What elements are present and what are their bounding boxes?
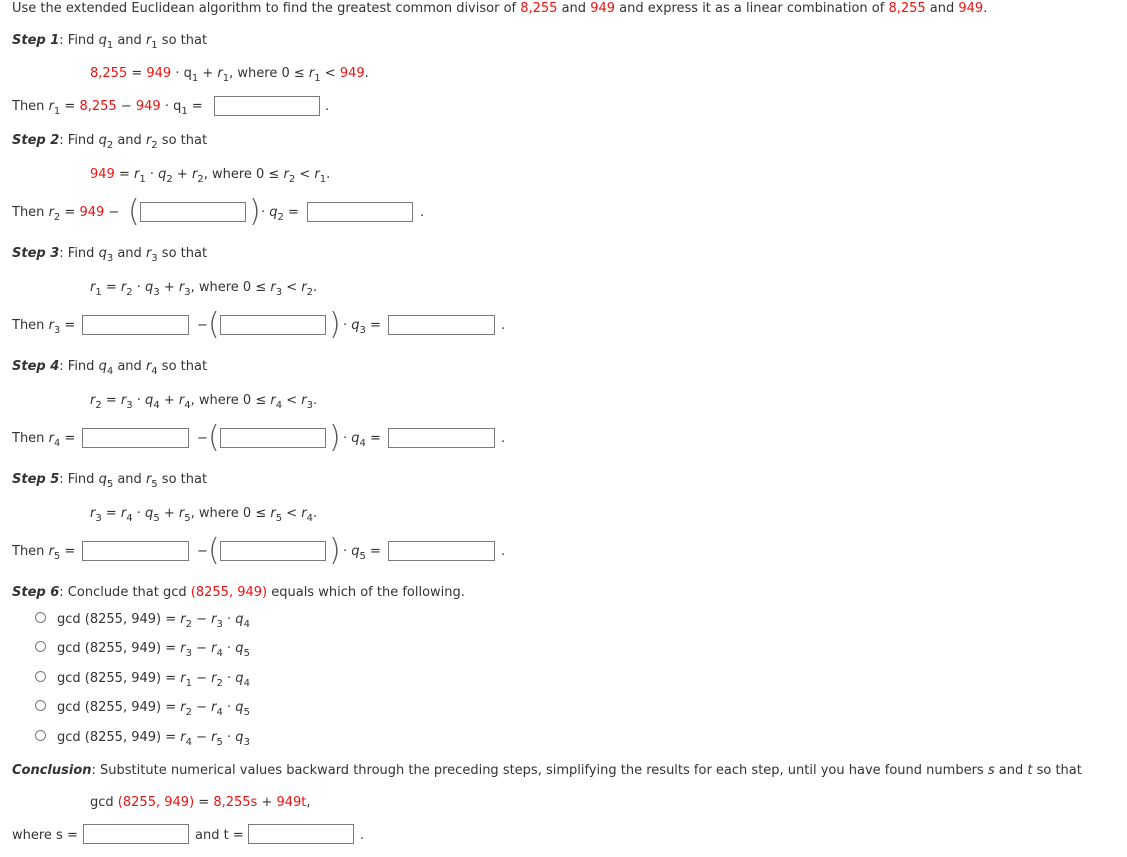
- period: .: [501, 318, 506, 333]
- minus-sign: −: [197, 318, 208, 333]
- q4-eq: · $q_4$ =: [343, 431, 381, 449]
- question-text: Use the extended Euclidean algorithm to find the greatest common divisor of 8,255 and 949 and express it as a linear combination of 8,255 and 949.: [12, 1, 988, 16]
- step2-equation: $949 = r_1 \cdot q_2 + r_2$, where $0 \le r_2 < r_1$.: [90, 167, 331, 185]
- r4-result-input[interactable]: [388, 428, 495, 448]
- step4-heading: Step 4: Find $q_4$ and $r_4$ so that: [12, 359, 208, 377]
- left-paren: (: [208, 307, 220, 342]
- q2-eq: · $q_2$ =: [261, 205, 299, 223]
- option-radio-2[interactable]: [35, 641, 46, 652]
- step3-heading: Step 3: Find $q_3$ and $r_3$ so that: [12, 246, 208, 264]
- minus-sign: −: [197, 431, 208, 446]
- right-paren: ): [329, 420, 341, 455]
- r3-result-input[interactable]: [388, 315, 495, 335]
- option-label-5[interactable]: gcd (8255, $949) = r_4 - r_5 \cdot q_3$: [57, 730, 250, 748]
- r4-a-input[interactable]: [82, 428, 189, 448]
- step3-then: Then $r_3$ =: [12, 318, 76, 336]
- q5-eq: · $q_5$ =: [343, 544, 381, 562]
- right-paren: ): [329, 307, 341, 342]
- r3-paren-input[interactable]: [220, 315, 326, 335]
- option-label-2[interactable]: gcd (8255, $949) = r_3 - r_4 \cdot q_5$: [57, 641, 250, 659]
- option-label-3[interactable]: gcd (8255, $949) = r_1 - r_2 \cdot q_4$: [57, 671, 250, 689]
- step4-equation: $r_2 = r_3 \cdot q_4 + r_4$, where $0 \le r_4 < r_3$.: [90, 393, 318, 411]
- r1-input[interactable]: [214, 96, 320, 116]
- r2-result-input[interactable]: [307, 202, 413, 222]
- minus-sign: −: [197, 544, 208, 559]
- t-input[interactable]: [248, 824, 354, 844]
- step5-heading: Step 5: Find $q_5$ and $r_5$ so that: [12, 472, 208, 490]
- s-input[interactable]: [83, 824, 189, 844]
- option-radio-3[interactable]: [35, 671, 46, 682]
- r4-paren-input[interactable]: [220, 428, 326, 448]
- final-equation: gcd (8255, 949) = 8,255s + 949t,: [90, 795, 311, 810]
- option-label-1[interactable]: gcd (8255, $949) = r_2 - r_3 \cdot q_4$: [57, 612, 250, 630]
- step5-then: Then $r_5$ =: [12, 544, 76, 562]
- option-label-4[interactable]: gcd (8255, $949) = r_2 - r_4 \cdot q_5$: [57, 700, 250, 718]
- r2-paren-input[interactable]: [140, 202, 246, 222]
- right-paren: ): [329, 533, 341, 568]
- period: .: [325, 99, 330, 114]
- option-radio-4[interactable]: [35, 700, 46, 711]
- step2-then: Then $r_2 = 949$ −: [12, 205, 120, 223]
- step1-then: Then $r_1 = 8,255 - 949 \cdot q_1$ =: [12, 99, 203, 117]
- q3-eq: · $q_3$ =: [343, 318, 381, 336]
- r5-a-input[interactable]: [82, 541, 189, 561]
- r3-a-input[interactable]: [82, 315, 189, 335]
- step4-then: Then $r_4$ =: [12, 431, 76, 449]
- period: .: [501, 431, 506, 446]
- period: .: [420, 205, 425, 220]
- period: .: [360, 828, 365, 843]
- conclusion-text: Conclusion: Substitute numerical values backward through the preceding steps, simplifying the results for each step, until you have found numbers s and t so that: [12, 763, 1082, 778]
- option-radio-1[interactable]: [35, 612, 46, 623]
- where-s-label: where s =: [12, 828, 78, 843]
- left-paren: (: [128, 194, 140, 229]
- step1-heading: Step 1: Find $q_1$ and $r_1$ so that: [12, 33, 208, 51]
- step5-equation: $r_3 = r_4 \cdot q_5 + r_5$, where $0 \le r_5 < r_4$.: [90, 506, 318, 524]
- r5-paren-input[interactable]: [220, 541, 326, 561]
- left-paren: (: [208, 420, 220, 455]
- step1-equation: $8,255 = 949 \cdot q_1 + r_1$, where $0 \le r_1 < 949$.: [90, 66, 369, 84]
- option-radio-5[interactable]: [35, 730, 46, 741]
- left-paren: (: [208, 533, 220, 568]
- step6-heading: Step 6: Conclude that gcd (8255, 949) equals which of the following.: [12, 585, 465, 600]
- r5-result-input[interactable]: [388, 541, 495, 561]
- step2-heading: Step 2: Find $q_2$ and $r_2$ so that: [12, 133, 208, 151]
- and-t-label: and t =: [195, 828, 244, 843]
- right-paren: ): [249, 194, 261, 229]
- period: .: [501, 544, 506, 559]
- step3-equation: $r_1 = r_2 \cdot q_3 + r_3$, where $0 \le r_3 < r_2$.: [90, 280, 318, 298]
